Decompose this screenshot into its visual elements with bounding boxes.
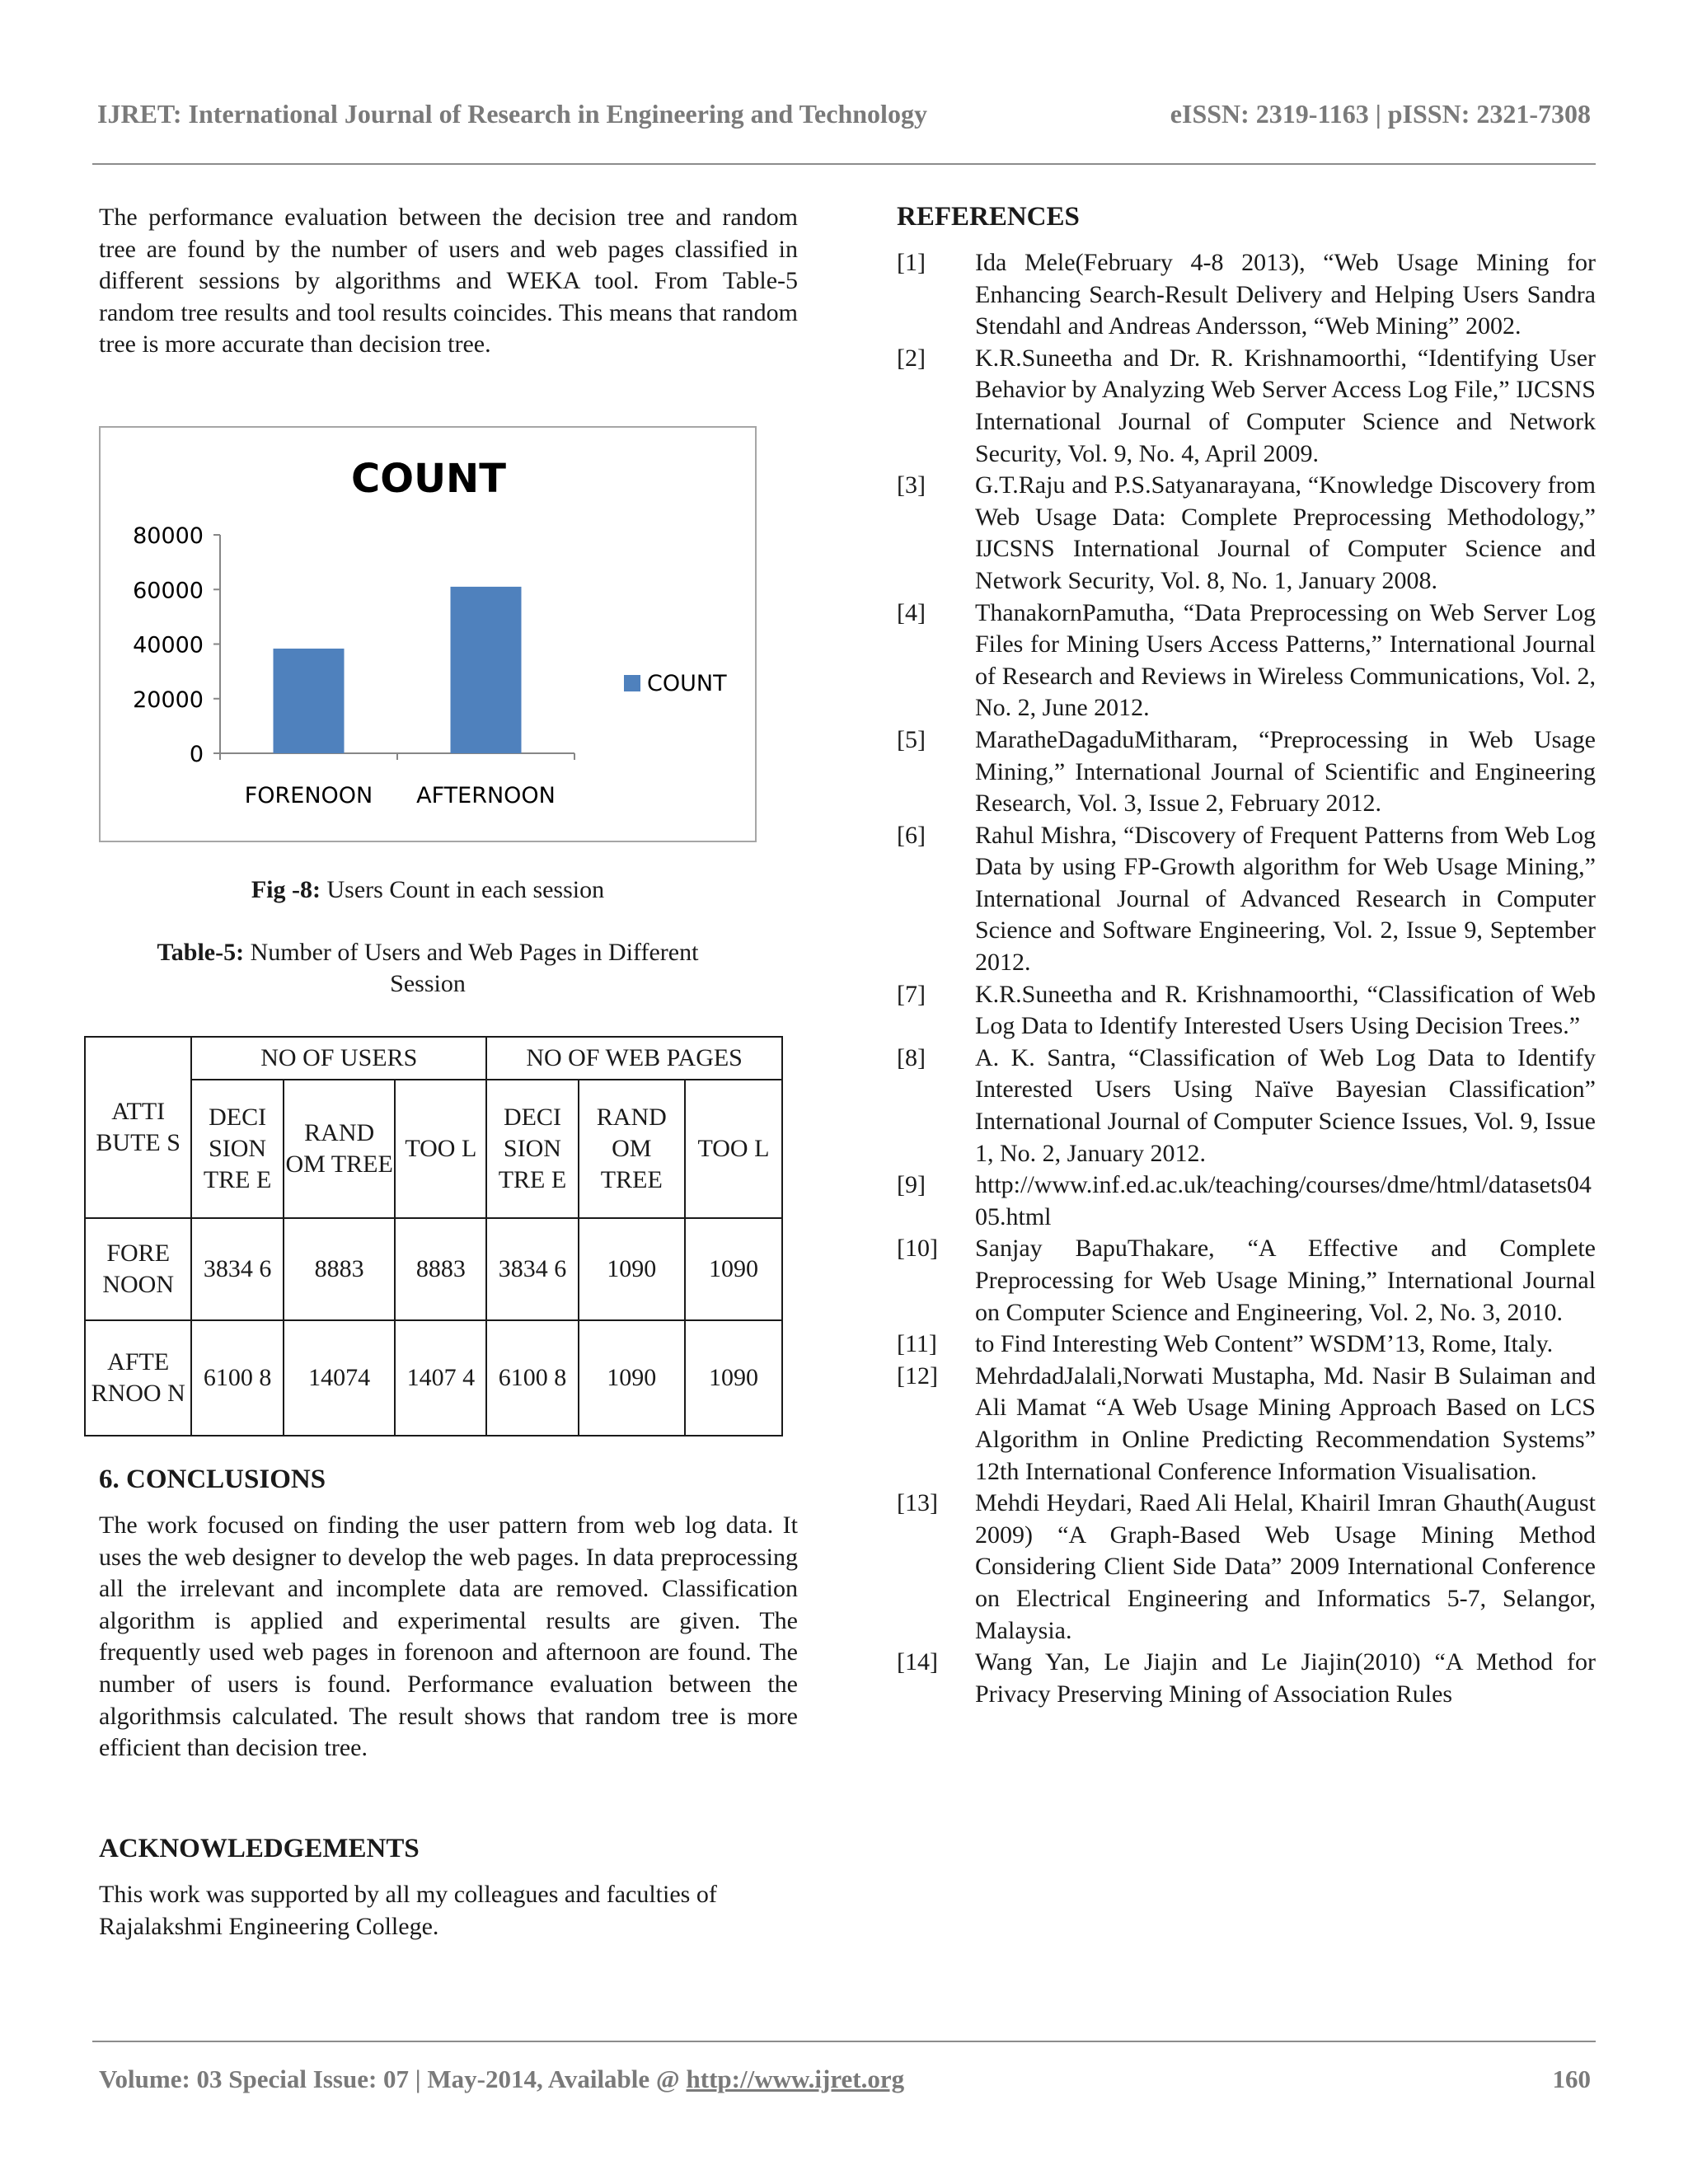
- reference-number: [12]: [897, 1361, 938, 1390]
- reference-text: MaratheDagaduMitharam, “Preprocessing in Web Usage Mining,” International Journal of Scientific and Engineering Research, Vol. 3, Issue 2, February 2012.: [975, 725, 1596, 818]
- reference-text: K.R.Suneetha and R. Krishnamoorthi, “Classification of Web Log Data to Identify Interested Users Using Decision Trees.”: [975, 980, 1596, 1040]
- table-cell: 6100 8: [191, 1320, 283, 1436]
- reference-number: [8]: [897, 1043, 926, 1071]
- reference-item: [897, 1169, 1596, 1233]
- reference-text: K.R.Suneetha and Dr. R. Krishnamoorthi, “Identifying User Behavior by Analyzing Web Server Access Log File,” IJCSNS International Journal of Computer Science and Network Security, Vol. 9, No. 4, April 2009.: [975, 344, 1596, 467]
- table-cell: 6100 8: [486, 1320, 578, 1436]
- reference-text: Wang Yan, Le Jiajin and Le Jiajin(2010) “A Method for Privacy Preserving Mining of Association Rules: [975, 1648, 1596, 1708]
- y-tick-label: 60000: [133, 578, 204, 604]
- users-pages-table: [84, 1036, 783, 1436]
- reference-item: [897, 1043, 1596, 1169]
- reference-text: A. K. Santra, “Classification of Web Log Data to Identify Interested Users Using Naïve Bayesian Classification” International Journal of Computer Science Issues, Vol. 9, Issue 1, No. 2, January 2012.: [975, 1043, 1596, 1167]
- reference-number: [14]: [897, 1648, 938, 1676]
- reference-number: [3]: [897, 471, 926, 499]
- reference-number: [1]: [897, 249, 926, 276]
- reference-number: [4]: [897, 598, 926, 626]
- reference-item: [897, 598, 1596, 724]
- sub-header: RAND OM TREE: [284, 1080, 396, 1218]
- references-list: [897, 247, 1596, 1710]
- acknowledgements-text: This work was supported by all my colleagues and faculties of Rajalakshmi Engineering College.: [99, 1881, 717, 1940]
- y-tick-label: 20000: [133, 687, 204, 713]
- count-chart: [99, 426, 757, 842]
- reference-text: MehrdadJalali,Norwati Mustapha, Md. Nasir B Sulaiman and Ali Mamat “A Web Usage Mining Approach Based on LCS Algorithm in Online Predicting Recommendation Systems” 12th International Conference Information Visualisation.: [975, 1361, 1596, 1485]
- table-cell: 14074: [284, 1320, 396, 1436]
- reference-number: [13]: [897, 1489, 938, 1517]
- reference-text: to Find Interesting Web Content” WSDM’13, Rome, Italy.: [975, 1330, 1554, 1358]
- chart-svg: [101, 428, 758, 844]
- reference-item: [897, 1361, 1596, 1488]
- table-caption-text: Number of Users and Web Pages in Different Session: [244, 939, 699, 997]
- acknowledgements-heading: ACKNOWLEDGEMENTS: [99, 1834, 420, 1863]
- reference-number: [5]: [897, 725, 926, 753]
- table-cell: 3834 6: [191, 1218, 283, 1320]
- journal-title: IJRET: International Journal of Research in Engineering and Technology: [97, 99, 927, 129]
- table-row: [85, 1320, 782, 1436]
- reference-text: Rahul Mishra, “Discovery of Frequent Patterns from Web Log Data by using FP-Growth algorithm for Web Usage Mining,” International Journal of Advanced Research in Computer Science and Software Engineering, Vol. 2, Issue 9, September 2012.: [975, 821, 1596, 977]
- reference-item: [897, 1233, 1596, 1329]
- table-cell: 1090: [685, 1218, 782, 1320]
- row-label: FORE NOON: [85, 1218, 191, 1320]
- attributes-header: ATTI BUTE S: [85, 1037, 191, 1218]
- reference-text: Sanjay BapuThakare, “A Effective and Complete Preprocessing for Web Usage Mining,” International Journal on Computer Science and Engineering, Vol. 2, No. 3, 2010.: [975, 1235, 1596, 1326]
- conclusions-text: The work focused on finding the user pattern from web log data. It uses the web designer to develop the web pages. In data preprocessing all the irrelevant and incomplete data are removed. Classification algorithm is applied and experimental results are given. The frequently used web pages in forenoon and afternoon are found. The number of users is found. Performance evaluation between the algorithmsis calculated. The result shows that random tree is more efficient than decision tree.: [99, 1511, 798, 1762]
- acknowledgements-section: [99, 1834, 798, 1943]
- reference-number: [9]: [897, 1171, 926, 1199]
- y-tick-label: 0: [189, 742, 204, 767]
- sub-header: TOO L: [395, 1080, 486, 1218]
- reference-number: [10]: [897, 1235, 938, 1263]
- table-cell: 1090: [579, 1320, 685, 1436]
- chart-bar: [274, 649, 345, 753]
- header-rule: [92, 163, 1596, 165]
- table-cell: 8883: [395, 1218, 486, 1320]
- reference-number: [6]: [897, 821, 926, 849]
- reference-item: [897, 820, 1596, 979]
- footer-link[interactable]: http://www.ijret.org: [686, 2064, 905, 2093]
- legend-label: COUNT: [647, 671, 727, 696]
- table-row: [85, 1218, 782, 1320]
- figure-caption-text: Users Count in each session: [321, 876, 605, 903]
- reference-text: http://www.inf.ed.ac.uk/teaching/courses/dme/html/datasets0405.html: [975, 1171, 1592, 1230]
- legend-swatch: [624, 675, 640, 691]
- table-cell: 1407 4: [395, 1320, 486, 1436]
- group-users-header: NO OF USERS: [191, 1037, 486, 1080]
- sub-header: DECI SION TRE E: [191, 1080, 283, 1218]
- intro-paragraph: The performance evaluation between the decision tree and random tree are found by the number of users and web pages classified in different sessions by algorithms and WEKA tool. From Table-5 random tree results and tool results coincides. This means that random tree is more accurate than decision tree.: [99, 204, 798, 359]
- left-column: [91, 202, 798, 1940]
- footer-volume-text: Volume: 03 Special Issue: 07 | May-2014, Available @: [99, 2064, 687, 2093]
- references-heading: REFERENCES: [897, 202, 1080, 232]
- table-cell: 1090: [685, 1320, 782, 1436]
- footer-rule: [92, 2041, 1596, 2042]
- conclusions-heading: 6. CONCLUSIONS: [99, 1465, 326, 1494]
- issn: eISSN: 2319-1163 | pISSN: 2321-7308: [1170, 99, 1591, 129]
- table-cell: 8883: [284, 1218, 396, 1320]
- reference-item: [897, 343, 1596, 470]
- reference-item: [897, 1329, 1596, 1361]
- page-number: 160: [1552, 2064, 1591, 2093]
- footer-volume: [99, 2064, 904, 2094]
- x-tick-label: AFTERNOON: [416, 783, 556, 808]
- chart-title: COUNT: [351, 456, 506, 502]
- table-cell: 1090: [579, 1218, 685, 1320]
- x-tick-label: FORENOON: [244, 783, 373, 808]
- group-pages-header: NO OF WEB PAGES: [486, 1037, 782, 1080]
- reference-text: ThanakornPamutha, “Data Preprocessing on Web Server Log Files for Mining Users Access Patterns,” International Journal of Research and Reviews in Wireless Communications, Vol. 2, No. 2, June 2012.: [975, 598, 1596, 722]
- conclusions-section: [99, 1465, 798, 1765]
- reference-number: [2]: [897, 344, 926, 372]
- table-cell: 3834 6: [486, 1218, 578, 1320]
- reference-text: Ida Mele(February 4-8 2013), “Web Usage Mining for Enhancing Search-Result Delivery and Helping Users Sandra Stendahl and Andreas Andersson, “Web Mining” 2002.: [975, 249, 1596, 340]
- reference-text: G.T.Raju and P.S.Satyanarayana, “Knowledge Discovery from Web Usage Data: Complete Preprocessing Methodology,” IJCSNS International Journal of Computer Science and Network Security, Vol. 8, No. 1, January 2008.: [975, 471, 1596, 594]
- reference-item: [897, 1647, 1596, 1710]
- table-caption-label: Table-5:: [157, 939, 245, 966]
- reference-item: [897, 470, 1596, 597]
- y-tick-label: 40000: [133, 632, 204, 658]
- reference-number: [11]: [897, 1330, 937, 1358]
- table-caption: [132, 937, 724, 1000]
- figure-caption: [99, 874, 757, 906]
- reference-item: [897, 1488, 1596, 1647]
- reference-item: [897, 979, 1596, 1043]
- row-label: AFTE RNOO N: [85, 1320, 191, 1436]
- sub-header: RAND OM TREE: [579, 1080, 685, 1218]
- right-column: [897, 202, 1596, 1710]
- figure-caption-label: Fig -8:: [251, 876, 321, 903]
- y-tick-label: 80000: [133, 523, 204, 549]
- reference-text: Mehdi Heydari, Raed Ali Helal, Khairil Imran Ghauth(August 2009) “A Graph-Based Web Usage Mining Method Considering Client Side Data” 2009 International Conference on Electrical Engineering and Informatics 5-7, Selangor, Malaysia.: [975, 1489, 1596, 1644]
- reference-item: [897, 724, 1596, 820]
- chart-bar: [451, 587, 522, 753]
- reference-number: [7]: [897, 980, 926, 1008]
- sub-header: TOO L: [685, 1080, 782, 1218]
- reference-item: [897, 247, 1596, 343]
- sub-header: DECI SION TRE E: [486, 1080, 578, 1218]
